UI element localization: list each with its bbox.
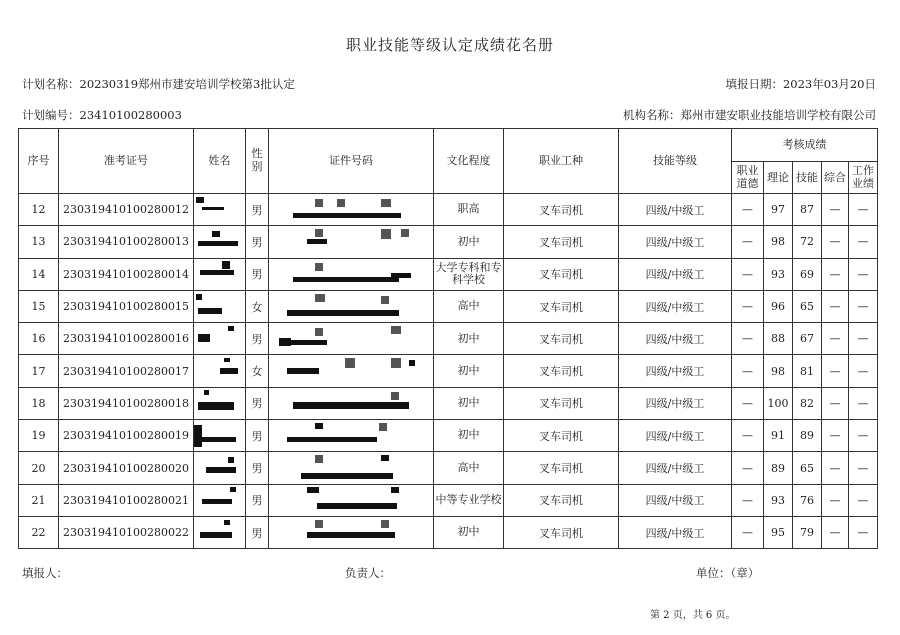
row-ticket-number: 230319410100280022 — [59, 516, 194, 548]
row-ethics-score: — — [732, 194, 764, 226]
row-id-redacted — [269, 226, 434, 258]
row-skill-score: 69 — [793, 258, 822, 290]
row-comprehensive-score: — — [822, 258, 849, 290]
redaction-block — [315, 199, 323, 207]
row-ticket-number: 230319410100280012 — [59, 194, 194, 226]
report-date: 填报日期：2023年03月20日 — [725, 77, 876, 91]
row-theory-score: 100 — [764, 387, 793, 419]
plan-name: 计划名称：20230319郑州市建安培训学校第3批认定 — [22, 77, 295, 91]
row-skill-score: 72 — [793, 226, 822, 258]
row-ethics-score: — — [732, 484, 764, 516]
row-level: 四级/中级工 — [619, 516, 732, 548]
row-performance-score: — — [849, 387, 878, 419]
row-name-redacted — [194, 420, 246, 452]
row-ethics-score: — — [732, 452, 764, 484]
row-ethics-score: — — [732, 387, 764, 419]
redaction-block — [315, 229, 323, 237]
header-scores: 考核成绩 — [732, 129, 878, 162]
row-comprehensive-score: — — [822, 226, 849, 258]
redaction-block — [307, 239, 327, 244]
redaction-block — [391, 392, 399, 400]
row-theory-score: 93 — [764, 258, 793, 290]
row-name-redacted — [194, 355, 246, 387]
redaction-block — [315, 455, 323, 463]
row-seq: 15 — [19, 290, 59, 322]
row-skill-score: 82 — [793, 387, 822, 419]
row-level: 四级/中级工 — [619, 290, 732, 322]
redaction-block — [224, 358, 230, 362]
row-level: 四级/中级工 — [619, 484, 732, 516]
row-comprehensive-score: — — [822, 420, 849, 452]
row-level: 四级/中级工 — [619, 355, 732, 387]
redaction-block — [381, 520, 389, 528]
org-name: 机构名称：郑州市建安职业技能培训学校有限公司 — [623, 108, 876, 122]
row-theory-score: 97 — [764, 194, 793, 226]
row-performance-score: — — [849, 323, 878, 355]
table-row — [19, 290, 878, 322]
row-education: 初中 — [434, 355, 504, 387]
row-performance-score: — — [849, 355, 878, 387]
row-name-redacted — [194, 258, 246, 290]
redaction-block — [198, 402, 234, 410]
document-title: 职业技能等级认定成绩花名册 — [345, 36, 554, 54]
redaction-block — [287, 340, 327, 345]
row-comprehensive-score: — — [822, 323, 849, 355]
header-name: 姓名 — [194, 129, 246, 194]
redaction-block — [315, 294, 325, 302]
row-skill-score: 65 — [793, 290, 822, 322]
row-id-redacted — [269, 290, 434, 322]
row-level: 四级/中级工 — [619, 258, 732, 290]
row-performance-score: — — [849, 194, 878, 226]
row-performance-score: — — [849, 258, 878, 290]
redaction-block — [293, 277, 399, 282]
row-job: 叉车司机 — [504, 258, 619, 290]
row-education: 初中 — [434, 516, 504, 548]
row-comprehensive-score: — — [822, 194, 849, 226]
row-name-redacted — [194, 323, 246, 355]
row-job: 叉车司机 — [504, 194, 619, 226]
redaction-block — [315, 520, 323, 528]
row-job: 叉车司机 — [504, 516, 619, 548]
row-theory-score: 88 — [764, 323, 793, 355]
row-seq: 21 — [19, 484, 59, 516]
redaction-block — [293, 213, 401, 218]
row-education: 初中 — [434, 387, 504, 419]
row-ticket-number: 230319410100280013 — [59, 226, 194, 258]
row-performance-score: — — [849, 290, 878, 322]
row-gender: 男 — [246, 387, 269, 419]
row-theory-score: 98 — [764, 226, 793, 258]
redaction-block — [230, 487, 236, 492]
header-theory: 理论 — [764, 162, 793, 194]
header-comprehensive: 综合 — [822, 162, 849, 194]
redaction-block — [198, 308, 222, 314]
redaction-block — [381, 296, 389, 304]
row-id-redacted — [269, 355, 434, 387]
redaction-block — [228, 457, 234, 463]
header-ticket: 准考证号 — [59, 129, 194, 194]
row-ethics-score: — — [732, 516, 764, 548]
row-level: 四级/中级工 — [619, 420, 732, 452]
row-skill-score: 65 — [793, 452, 822, 484]
row-theory-score: 98 — [764, 355, 793, 387]
footer-filler: 填报人： — [22, 566, 68, 580]
row-ethics-score: — — [732, 290, 764, 322]
row-id-redacted — [269, 323, 434, 355]
row-ethics-score: — — [732, 258, 764, 290]
redaction-block — [204, 390, 209, 395]
redaction-block — [391, 273, 411, 278]
row-theory-score: 91 — [764, 420, 793, 452]
row-level: 四级/中级工 — [619, 226, 732, 258]
redaction-block — [200, 270, 234, 275]
redaction-block — [315, 328, 323, 336]
row-job: 叉车司机 — [504, 226, 619, 258]
table-row — [19, 323, 878, 355]
redaction-block — [317, 503, 397, 509]
row-job: 叉车司机 — [504, 452, 619, 484]
redaction-block — [381, 455, 389, 461]
row-skill-score: 87 — [793, 194, 822, 226]
header-skill: 技能 — [793, 162, 822, 194]
table-row — [19, 452, 878, 484]
header-job: 职业工种 — [504, 129, 619, 194]
redaction-block — [391, 326, 401, 334]
row-ticket-number: 230319410100280021 — [59, 484, 194, 516]
row-performance-score: — — [849, 420, 878, 452]
redaction-block — [391, 358, 401, 368]
row-skill-score: 79 — [793, 516, 822, 548]
redaction-block — [391, 487, 399, 493]
footer-unit: 单位：（章） — [696, 566, 760, 580]
row-seq: 20 — [19, 452, 59, 484]
row-comprehensive-score: — — [822, 290, 849, 322]
row-level: 四级/中级工 — [619, 452, 732, 484]
redaction-block — [315, 423, 323, 429]
row-skill-score: 67 — [793, 323, 822, 355]
redaction-block — [200, 532, 232, 538]
row-gender: 男 — [246, 420, 269, 452]
row-gender: 男 — [246, 452, 269, 484]
redaction-block — [196, 197, 204, 203]
row-gender: 男 — [246, 484, 269, 516]
row-gender: 男 — [246, 516, 269, 548]
row-seq: 22 — [19, 516, 59, 548]
row-level: 四级/中级工 — [619, 323, 732, 355]
redaction-block — [409, 360, 415, 366]
redaction-block — [220, 368, 238, 374]
row-name-redacted — [194, 516, 246, 548]
row-skill-score: 89 — [793, 420, 822, 452]
row-education: 高中 — [434, 290, 504, 322]
redaction-block — [196, 294, 202, 300]
row-seq: 19 — [19, 420, 59, 452]
row-seq: 18 — [19, 387, 59, 419]
redaction-block — [337, 199, 345, 207]
header-seq: 序号 — [19, 129, 59, 194]
row-ethics-score: — — [732, 355, 764, 387]
row-performance-score: — — [849, 452, 878, 484]
row-id-redacted — [269, 258, 434, 290]
row-theory-score: 89 — [764, 452, 793, 484]
row-job: 叉车司机 — [504, 420, 619, 452]
row-theory-score: 95 — [764, 516, 793, 548]
row-education: 职高 — [434, 194, 504, 226]
row-seq: 16 — [19, 323, 59, 355]
row-education: 大学专科和专科学校 — [434, 258, 504, 290]
row-id-redacted — [269, 420, 434, 452]
row-comprehensive-score: — — [822, 387, 849, 419]
redaction-block — [202, 437, 236, 442]
table-row — [19, 194, 878, 226]
row-id-redacted — [269, 387, 434, 419]
redaction-block — [287, 437, 377, 442]
row-education: 高中 — [434, 452, 504, 484]
redaction-block — [293, 402, 409, 409]
table-row — [19, 226, 878, 258]
row-ethics-score: — — [732, 323, 764, 355]
table-row — [19, 420, 878, 452]
row-ethics-score: — — [732, 226, 764, 258]
redaction-block — [401, 229, 409, 237]
row-name-redacted — [194, 452, 246, 484]
row-skill-score: 81 — [793, 355, 822, 387]
redaction-block — [307, 487, 319, 493]
row-ticket-number: 230319410100280018 — [59, 387, 194, 419]
row-gender: 女 — [246, 290, 269, 322]
redaction-block — [307, 532, 395, 538]
row-name-redacted — [194, 387, 246, 419]
row-seq: 14 — [19, 258, 59, 290]
redaction-block — [381, 199, 391, 207]
table-row — [19, 258, 878, 290]
redaction-block — [202, 499, 232, 504]
row-ticket-number: 230319410100280017 — [59, 355, 194, 387]
row-performance-score: — — [849, 226, 878, 258]
row-name-redacted — [194, 290, 246, 322]
footer-leader: 负责人： — [345, 566, 391, 580]
redaction-block — [287, 310, 399, 316]
header-performance: 工作业绩 — [849, 162, 878, 194]
row-comprehensive-score: — — [822, 355, 849, 387]
row-name-redacted — [194, 194, 246, 226]
row-seq: 13 — [19, 226, 59, 258]
row-seq: 12 — [19, 194, 59, 226]
row-comprehensive-score: — — [822, 452, 849, 484]
row-performance-score: — — [849, 516, 878, 548]
table-row — [19, 516, 878, 548]
row-comprehensive-score: — — [822, 516, 849, 548]
row-gender: 女 — [246, 355, 269, 387]
row-performance-score: — — [849, 484, 878, 516]
row-skill-score: 76 — [793, 484, 822, 516]
row-seq: 17 — [19, 355, 59, 387]
redaction-block — [198, 334, 210, 342]
row-education: 初中 — [434, 226, 504, 258]
redaction-block — [228, 326, 234, 331]
row-theory-score: 93 — [764, 484, 793, 516]
row-education: 中等专业学校 — [434, 484, 504, 516]
header-ethics: 职业道德 — [732, 162, 764, 194]
row-ticket-number: 230319410100280016 — [59, 323, 194, 355]
redaction-block — [222, 261, 230, 269]
table-row — [19, 355, 878, 387]
redaction-block — [379, 423, 387, 431]
row-theory-score: 96 — [764, 290, 793, 322]
score-roster-table — [18, 128, 878, 549]
table-row — [19, 484, 878, 516]
row-gender: 男 — [246, 226, 269, 258]
row-job: 叉车司机 — [504, 290, 619, 322]
row-education: 初中 — [434, 323, 504, 355]
table-row — [19, 387, 878, 419]
row-ethics-score: — — [732, 420, 764, 452]
row-job: 叉车司机 — [504, 323, 619, 355]
redaction-block — [315, 263, 323, 271]
row-id-redacted — [269, 516, 434, 548]
row-education: 初中 — [434, 420, 504, 452]
row-level: 四级/中级工 — [619, 194, 732, 226]
row-id-redacted — [269, 484, 434, 516]
row-job: 叉车司机 — [504, 387, 619, 419]
header-level: 技能等级 — [619, 129, 732, 194]
header-gender: 性别 — [246, 129, 269, 194]
row-job: 叉车司机 — [504, 355, 619, 387]
row-id-redacted — [269, 452, 434, 484]
row-ticket-number: 230319410100280015 — [59, 290, 194, 322]
row-gender: 男 — [246, 323, 269, 355]
redaction-block — [381, 229, 391, 239]
redaction-block — [301, 473, 393, 479]
row-comprehensive-score: — — [822, 484, 849, 516]
page-number: 第 2 页，共 6 页。 — [650, 610, 736, 621]
plan-number: 计划编号：23410100280003 — [22, 108, 182, 122]
redaction-block — [198, 241, 238, 246]
header-edu: 文化程度 — [434, 129, 504, 194]
row-ticket-number: 230319410100280020 — [59, 452, 194, 484]
row-ticket-number: 230319410100280019 — [59, 420, 194, 452]
row-name-redacted — [194, 226, 246, 258]
row-ticket-number: 230319410100280014 — [59, 258, 194, 290]
redaction-block — [202, 207, 224, 210]
redaction-block — [345, 358, 355, 368]
redaction-block — [212, 231, 220, 237]
row-gender: 男 — [246, 194, 269, 226]
row-name-redacted — [194, 484, 246, 516]
redaction-block — [206, 467, 236, 473]
redaction-block — [287, 368, 319, 374]
header-id: 证件号码 — [269, 129, 434, 194]
row-id-redacted — [269, 194, 434, 226]
row-job: 叉车司机 — [504, 484, 619, 516]
redaction-block — [194, 425, 202, 447]
redaction-block — [224, 520, 230, 525]
row-level: 四级/中级工 — [619, 387, 732, 419]
row-gender: 男 — [246, 258, 269, 290]
